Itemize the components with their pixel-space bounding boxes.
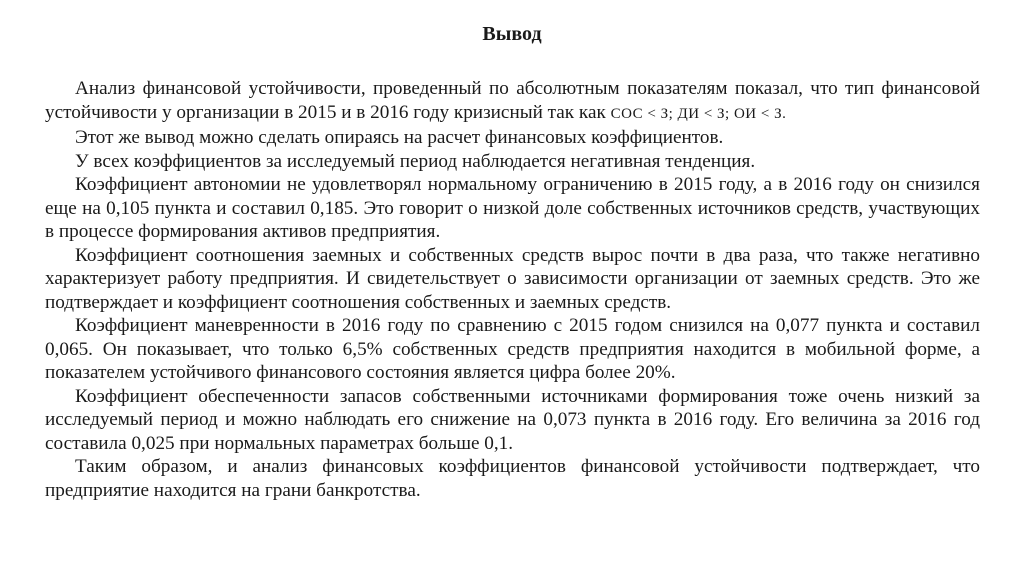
slide-title: Вывод [482,23,542,45]
paragraph-autonomy-coefficient: Коэффициент автономии не удовлетворял нормальному ограничению в 2015 году, а в 2016 году он снизился еще на 0,105 пункта и составил 0,185. Это говорит о низкой доле собственных источников средств, участвующих в процессе формирования активов предприятия. [45,174,980,242]
paragraph-financial-stability-type [45,77,980,126]
paragraph-debt-equity-ratio: Коэффициент соотношения заемных и собственных средств вырос почти в два раза, что также негативно характеризует работу предприятия. И свидетельствует о зависимости организации от заемных средств. Это же подтверждает и коэффициент соотношения собственных и заемных средств. [45,244,980,313]
paragraph-maneuverability-coefficient: Коэффициент маневренности в 2016 году по сравнению с 2015 годом снизился на 0,077 пункта и составил 0,065. Он показывает, что только 6,5% собственных средств предприятия находится в мобильной форме, а показателем устойчивого финансового состояния является цифра более 20%. [45,315,980,383]
conclusion-text [45,77,980,502]
paragraph-text: Анализ финансовой устойчивости, проведенный по абсолютным показателям показал, что тип финансовой устойчивости у организации в 2015 и в 2016 году кризисный так как [45,78,980,123]
paragraph-same-conclusion: Этот же вывод можно сделать опираясь на расчет финансовых коэффициентов. [75,127,724,148]
condition-formula: СОС < З; ДИ < З; ОИ < З. [610,105,787,122]
paragraph-final-conclusion: Таким образом, и анализ финансовых коэффициентов финансовой устойчивости подтверждает, что предприятие находится на грани банкротства. [45,456,980,501]
paragraph-inventory-coverage: Коэффициент обеспеченности запасов собственными источниками формирования тоже очень низкий за исследуемый период и можно наблюдать его снижение на 0,073 пункта в 2016 году. Его величина за 2016 год составила 0,025 при нормальных параметрах больше 0,1. [45,385,980,454]
paragraph-negative-trend: У всех коэффициентов за исследуемый период наблюдается негативная тенденция. [75,150,756,172]
